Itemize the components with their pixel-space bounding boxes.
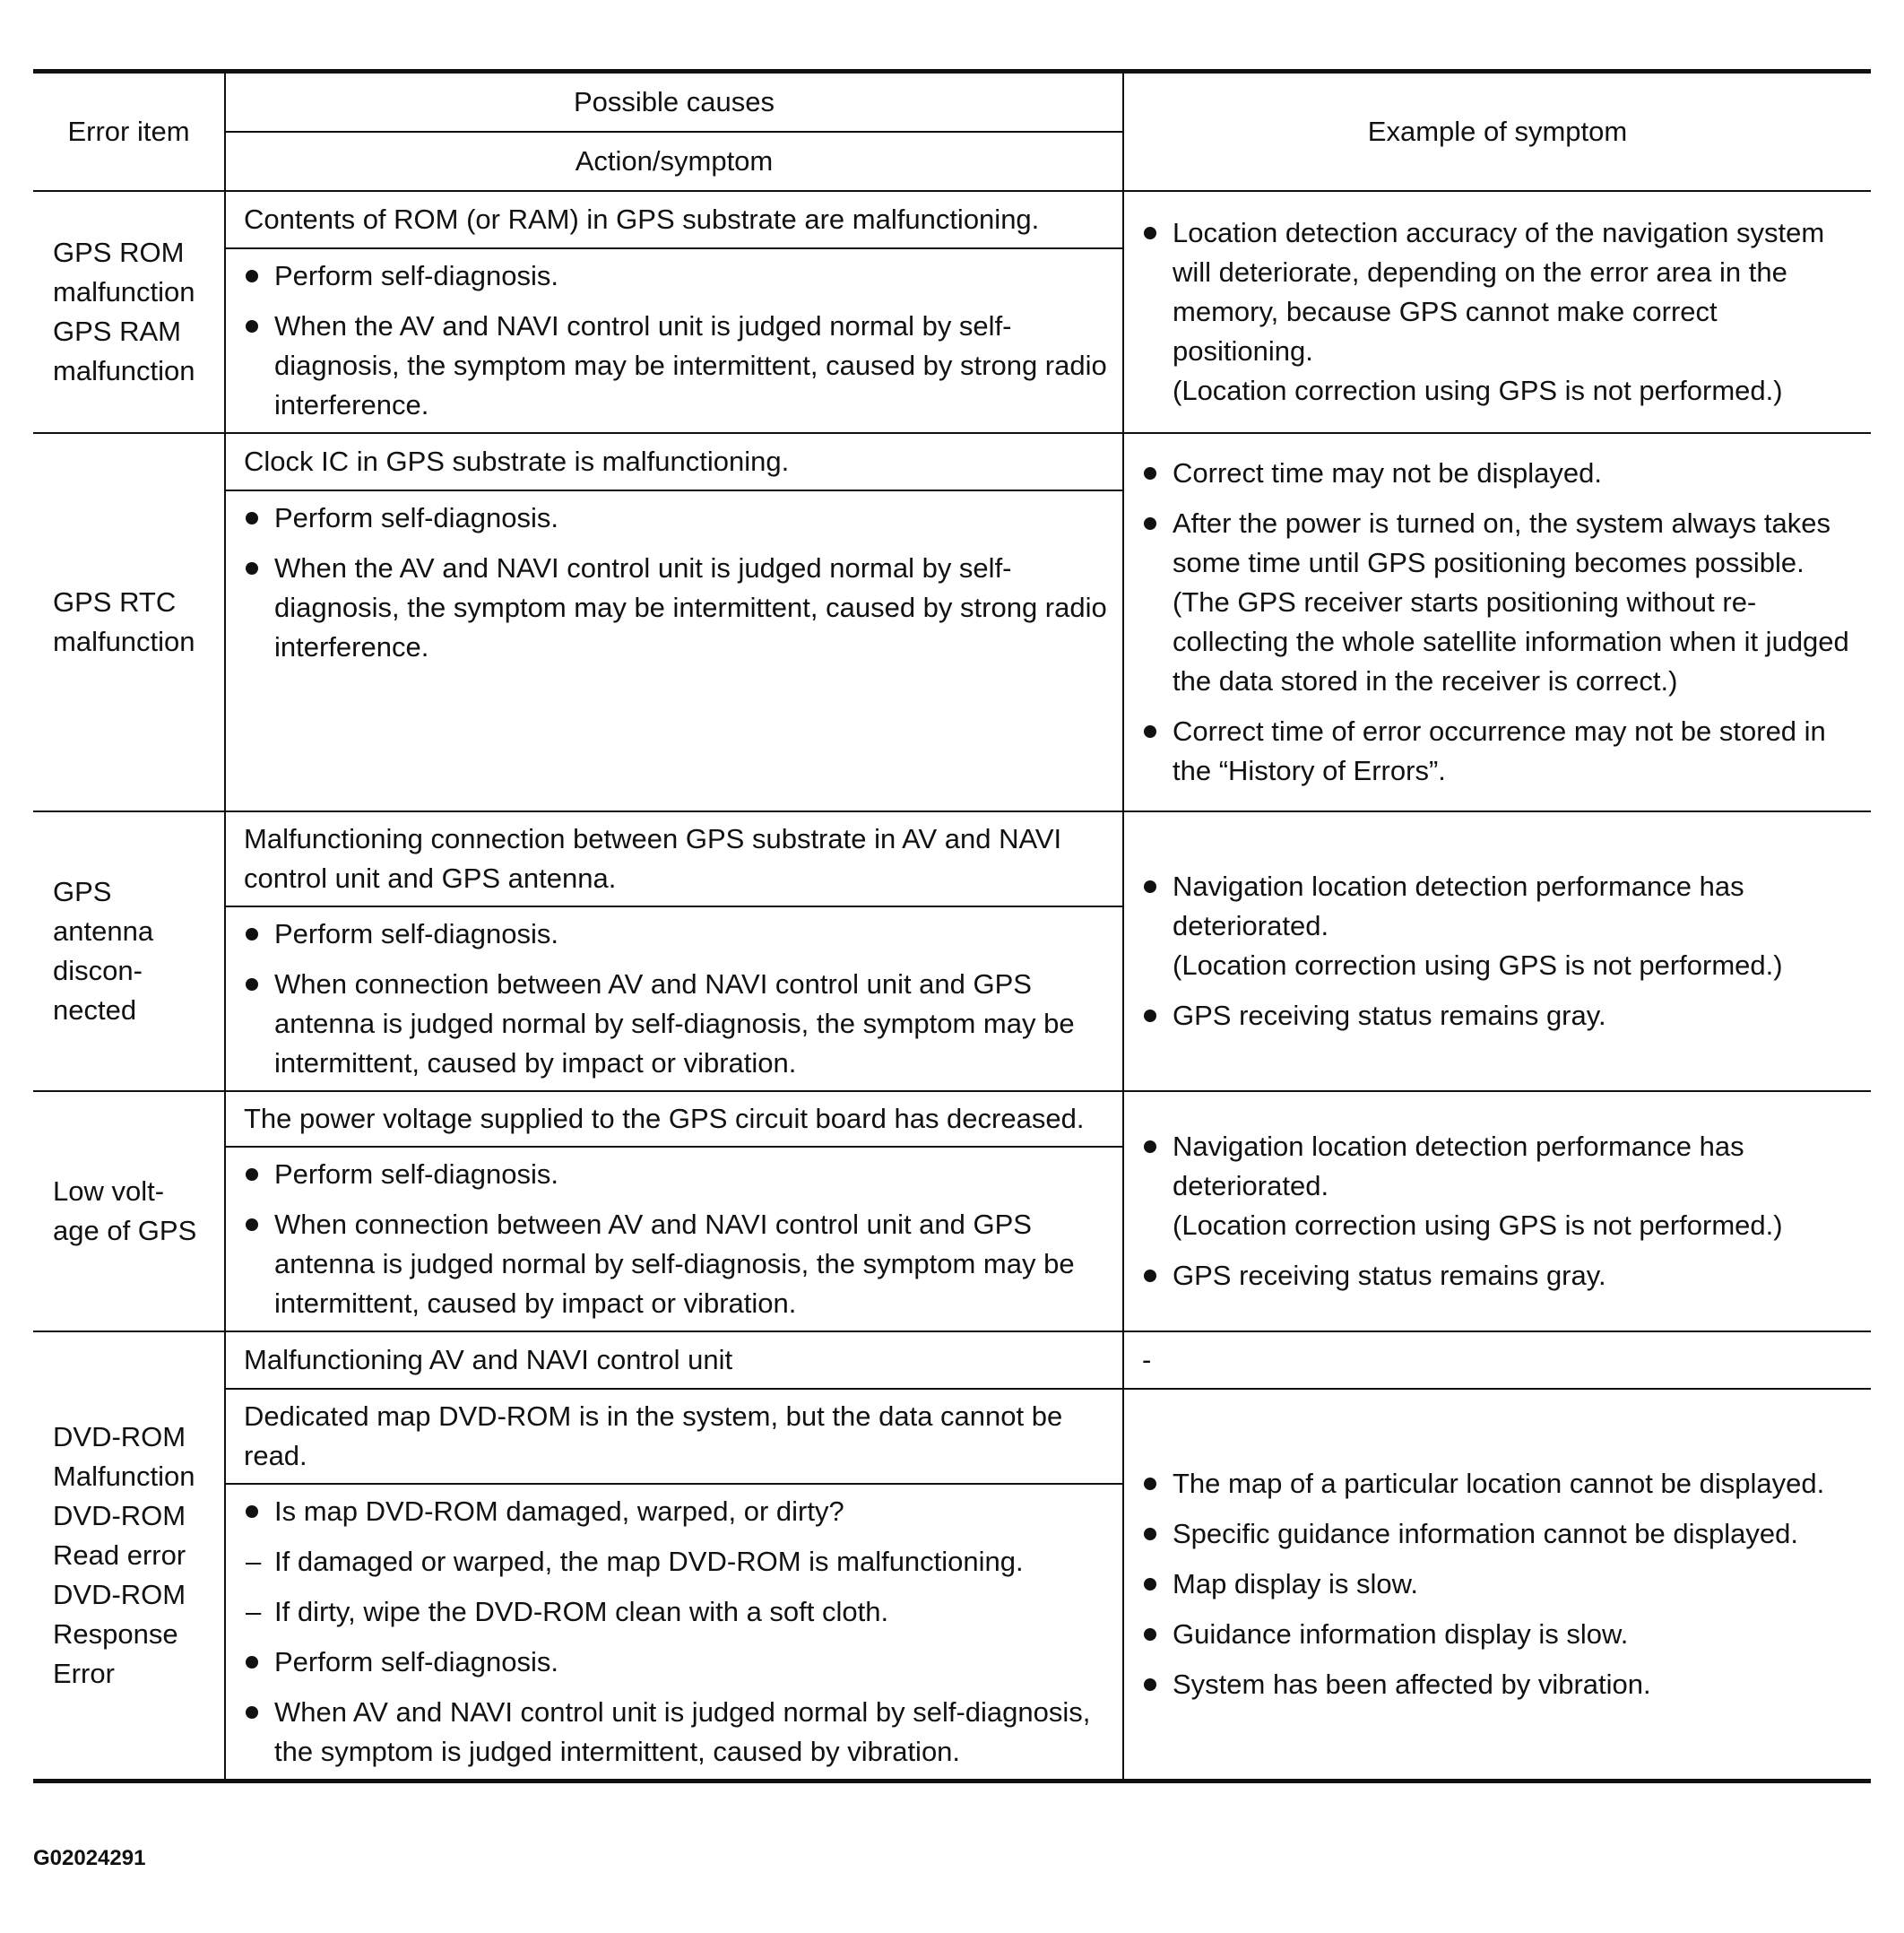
error-item-line: malfunction — [53, 626, 195, 657]
action-item: Perform self-diagnosis. — [244, 914, 1110, 954]
symptom-item: GPS receiving status remains gray. — [1142, 996, 1858, 1036]
action-item: When connection between AV and NAVI control unit and GPS antenna is judged normal by self-diagnosis, the symptom may be intermittent, caused by impact or vibration. — [244, 965, 1110, 1083]
cause-cell: Dedicated map DVD-ROM is in the system, but the data cannot be read. — [225, 1389, 1123, 1484]
cause-cell: Clock IC in GPS substrate is malfunctioning. — [225, 433, 1123, 490]
error-item-cell — [33, 191, 225, 433]
symptom-cell — [1123, 1389, 1871, 1781]
error-item-cell — [33, 811, 225, 1091]
error-item-line: age of GPS — [53, 1215, 197, 1246]
symptom-note: (Location correction using GPS is not performed.) — [1173, 375, 1783, 406]
error-item-line: DVD-ROM — [53, 1579, 186, 1610]
error-item-line: Response — [53, 1618, 178, 1650]
cause-cell: The power voltage supplied to the GPS circuit board has decreased. — [225, 1091, 1123, 1147]
action-item: When the AV and NAVI control unit is judged normal by self-diagnosis, the symptom may be intermittent, caused by strong radio interference. — [244, 307, 1110, 425]
action-item: Perform self-diagnosis. — [244, 1155, 1110, 1194]
error-item-line: DVD-ROM — [53, 1500, 186, 1531]
action-item: Is map DVD-ROM damaged, warped, or dirty? — [244, 1492, 1110, 1531]
error-item-line: discon- — [53, 955, 143, 986]
error-item-line: Low volt- — [53, 1175, 165, 1207]
action-cell — [225, 1484, 1123, 1781]
symptom-cell — [1123, 191, 1871, 433]
symptom-item: Guidance information display is slow. — [1142, 1615, 1858, 1654]
action-item: When the AV and NAVI control unit is judged normal by self-diagnosis, the symptom may be intermittent, caused by strong radio interference. — [244, 549, 1110, 667]
symptom-item: Navigation location detection performance has deteriorated. (Location correction using GPS is not performed.) — [1142, 867, 1858, 985]
symptom-cell: - — [1123, 1331, 1871, 1389]
action-item: Perform self-diagnosis. — [244, 1643, 1110, 1682]
error-item-line: DVD-ROM — [53, 1421, 186, 1452]
action-list — [244, 1492, 1110, 1772]
action-item: Perform self-diagnosis. — [244, 256, 1110, 296]
action-cell — [225, 906, 1123, 1091]
action-subitem: – If damaged or warped, the map DVD-ROM is malfunctioning. — [244, 1542, 1110, 1582]
symptom-cell — [1123, 1091, 1871, 1331]
error-item-line: GPS RTC — [53, 586, 177, 618]
error-item-line: malfunction — [53, 276, 195, 308]
error-item-line: GPS — [53, 876, 112, 907]
table-row — [33, 811, 1871, 906]
symptom-list — [1142, 1127, 1858, 1296]
table-row — [33, 1331, 1871, 1389]
figure-id: G02024291 — [33, 1846, 146, 1870]
symptom-item: System has been affected by vibration. — [1142, 1665, 1858, 1704]
symptom-item: GPS receiving status remains gray. — [1142, 1256, 1858, 1296]
symptom-item: Map display is slow. — [1142, 1565, 1858, 1604]
error-item-line: Error — [53, 1658, 115, 1689]
symptom-item: Specific guidance information cannot be displayed. — [1142, 1514, 1858, 1554]
error-item-cell — [33, 1091, 225, 1331]
error-item-line: Malfunction — [53, 1461, 195, 1492]
error-item-line: Read error — [53, 1539, 186, 1571]
symptom-item: Correct time of error occurrence may not be stored in the “History of Errors”. — [1142, 712, 1858, 791]
action-subitem: – If dirty, wipe the DVD-ROM clean with a soft cloth. — [244, 1592, 1110, 1632]
error-item-line: malfunction — [53, 355, 195, 386]
header-error-item: Error item — [33, 72, 225, 192]
symptom-list — [1142, 213, 1858, 411]
action-cell — [225, 490, 1123, 811]
action-item: When connection between AV and NAVI control unit and GPS antenna is judged normal by self-diagnosis, the symptom may be intermittent, caused by impact or vibration. — [244, 1205, 1110, 1323]
action-list — [244, 498, 1110, 667]
error-item-line: antenna — [53, 915, 154, 947]
action-cell — [225, 248, 1123, 433]
action-item: When AV and NAVI control unit is judged normal by self-diagnosis, the symptom is judged intermittent, caused by vibration. — [244, 1693, 1110, 1772]
error-item-cell — [33, 433, 225, 811]
action-cell — [225, 1147, 1123, 1331]
action-list — [244, 256, 1110, 425]
symptom-item: Navigation location detection performance has deteriorated. (Location correction using GPS is not performed.) — [1142, 1127, 1858, 1245]
symptom-item: Location detection accuracy of the navigation system will deteriorate, depending on the error area in the memory, because GPS cannot make correct positioning. (Location correction using GPS is not performed.) — [1142, 213, 1858, 411]
table-row — [33, 1389, 1871, 1484]
symptom-list — [1142, 1464, 1858, 1704]
action-list — [244, 1155, 1110, 1323]
cause-cell: Contents of ROM (or RAM) in GPS substrate are malfunctioning. — [225, 191, 1123, 248]
symptom-list — [1142, 867, 1858, 1036]
error-item-line: GPS RAM — [53, 316, 181, 347]
action-item: Perform self-diagnosis. — [244, 498, 1110, 538]
table-row — [33, 1091, 1871, 1147]
header-example-symptom: Example of symptom — [1123, 72, 1871, 192]
error-item-line: nected — [53, 994, 137, 1026]
symptom-cell — [1123, 433, 1871, 811]
symptom-cell — [1123, 811, 1871, 1091]
symptom-note: (Location correction using GPS is not performed.) — [1173, 1209, 1783, 1241]
header-possible-causes: Possible causes — [225, 72, 1123, 133]
symptom-list — [1142, 454, 1858, 791]
cause-cell: Malfunctioning AV and NAVI control unit — [225, 1331, 1123, 1389]
error-item-line: GPS ROM — [53, 237, 185, 268]
cause-cell: Malfunctioning connection between GPS substrate in AV and NAVI control unit and GPS antenna. — [225, 811, 1123, 906]
error-table — [33, 69, 1871, 1783]
error-item-cell — [33, 1331, 225, 1781]
table-row — [33, 191, 1871, 248]
action-list — [244, 914, 1110, 1083]
header-action-symptom: Action/symptom — [225, 132, 1123, 191]
symptom-item: Correct time may not be displayed. — [1142, 454, 1858, 493]
symptom-note: (Location correction using GPS is not performed.) — [1173, 949, 1783, 981]
symptom-item: The map of a particular location cannot be displayed. — [1142, 1464, 1858, 1504]
symptom-item: After the power is turned on, the system always takes some time until GPS positioning becomes possible. (The GPS receiver starts positioning without re-collecting the whole satellite information when it judged the data stored in the receiver is correct.) — [1142, 504, 1858, 701]
table-row — [33, 433, 1871, 490]
